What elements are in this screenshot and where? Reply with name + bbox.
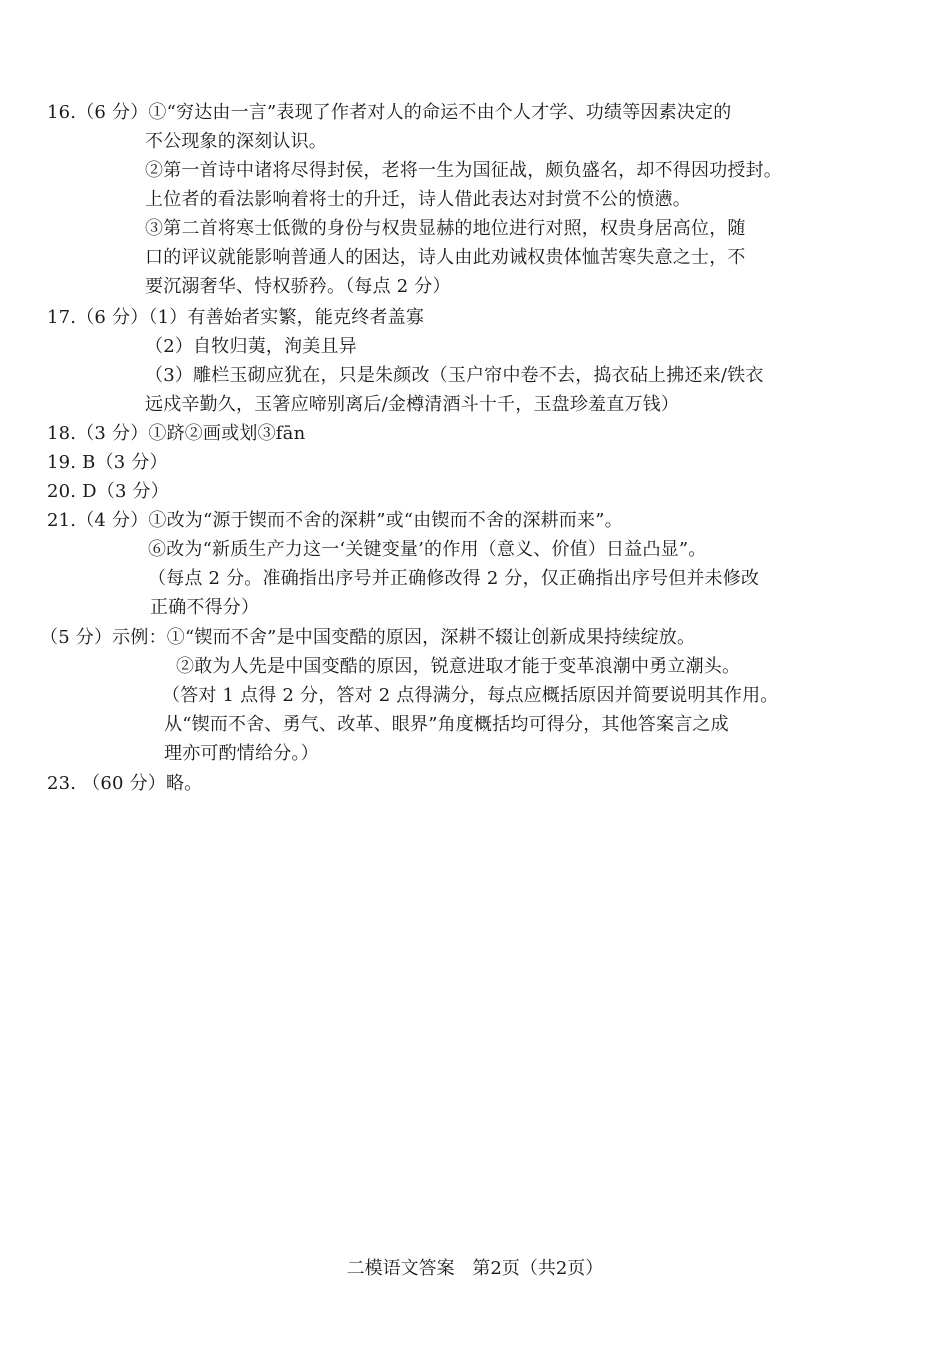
page-footer xyxy=(0,1257,950,1281)
q17-line-4: 远戍辛勤久，玉箸应啼别离后/金樽清酒斗十千，玉盘珍羞直万钱） xyxy=(145,394,680,415)
q17-line-3: （3）雕栏玉砌应犹在，只是朱颜改（玉户帘中卷不去，捣衣砧上拂还来/铁衣 xyxy=(145,365,764,386)
q19-answer: 19. B（3 分） xyxy=(47,452,168,473)
q21-line-4: 正确不得分） xyxy=(150,597,260,618)
q16-line-5: ③第二首将寒士低微的身份与权贵显赫的地位进行对照，权贵身居高位，随 xyxy=(145,218,746,239)
q22-line-4: 从“锲而不舍、勇气、改革、眼界”角度概括均可得分，其他答案言之成 xyxy=(164,714,729,735)
q23-answer: 23. （60 分）略。 xyxy=(47,773,203,794)
footer-title: 二模语文答案 xyxy=(346,1258,455,1279)
q22-line-2: ②敢为人先是中国变酷的原因，锐意进取才能于变革浪潮中勇立潮头。 xyxy=(176,656,741,677)
q20-answer: 20. D（3 分） xyxy=(47,481,169,502)
q22-line-5: 理亦可酌情给分。） xyxy=(164,743,319,764)
footer-page-number: 第2页（共2页） xyxy=(472,1258,604,1279)
q18-answer: 18.（3 分）①跻②画或划③fān xyxy=(47,423,306,444)
q16-line-3: ②第一首诗中诸将尽得封侯，老将一生为国征战，颇负盛名，却不得因功授封。 xyxy=(145,160,782,181)
q22-line-1: （5 分）示例：①“锲而不舍”是中国变酷的原因，深耕不辍让创新成果持续绽放。 xyxy=(40,627,696,648)
q21-line-2: ⑥改为“新质生产力这一‘关键变量’的作用（意义、价值）日益凸显”。 xyxy=(148,539,707,560)
q16-line-2: 不公现象的深刻认识。 xyxy=(145,131,327,152)
q16-line-4: 上位者的看法影响着将士的升迁，诗人借此表达对封赏不公的愤懑。 xyxy=(145,189,691,210)
q16-line-7: 要沉溺奢华、恃权骄矜。（每点 2 分） xyxy=(145,276,451,297)
q17-line-2: （2）自牧归荑，洵美且异 xyxy=(145,336,357,357)
q16-line-6: 口的评议就能影响普通人的困达，诗人由此劝诫权贵体恤苦寒失意之士，不 xyxy=(145,247,746,268)
q17-line-1: 17.（6 分）（1）有善始者实繁，能克终者盖寡 xyxy=(47,307,425,328)
q21-line-3: （每点 2 分。准确指出序号并正确修改得 2 分，仅正确指出序号但并未修改 xyxy=(148,568,760,589)
q16-line-1: 16.（6 分）①“穷达由一言”表现了作者对人的命运不由个人才学、功绩等因素决定的 xyxy=(47,102,732,123)
q21-line-1: 21.（4 分）①改为“源于锲而不舍的深耕”或“由锲而不舍的深耕而来”。 xyxy=(47,510,623,531)
q22-line-3: （答对 1 点得 2 分，答对 2 点得满分，每点应概括原因并简要说明其作用。 xyxy=(162,685,779,706)
